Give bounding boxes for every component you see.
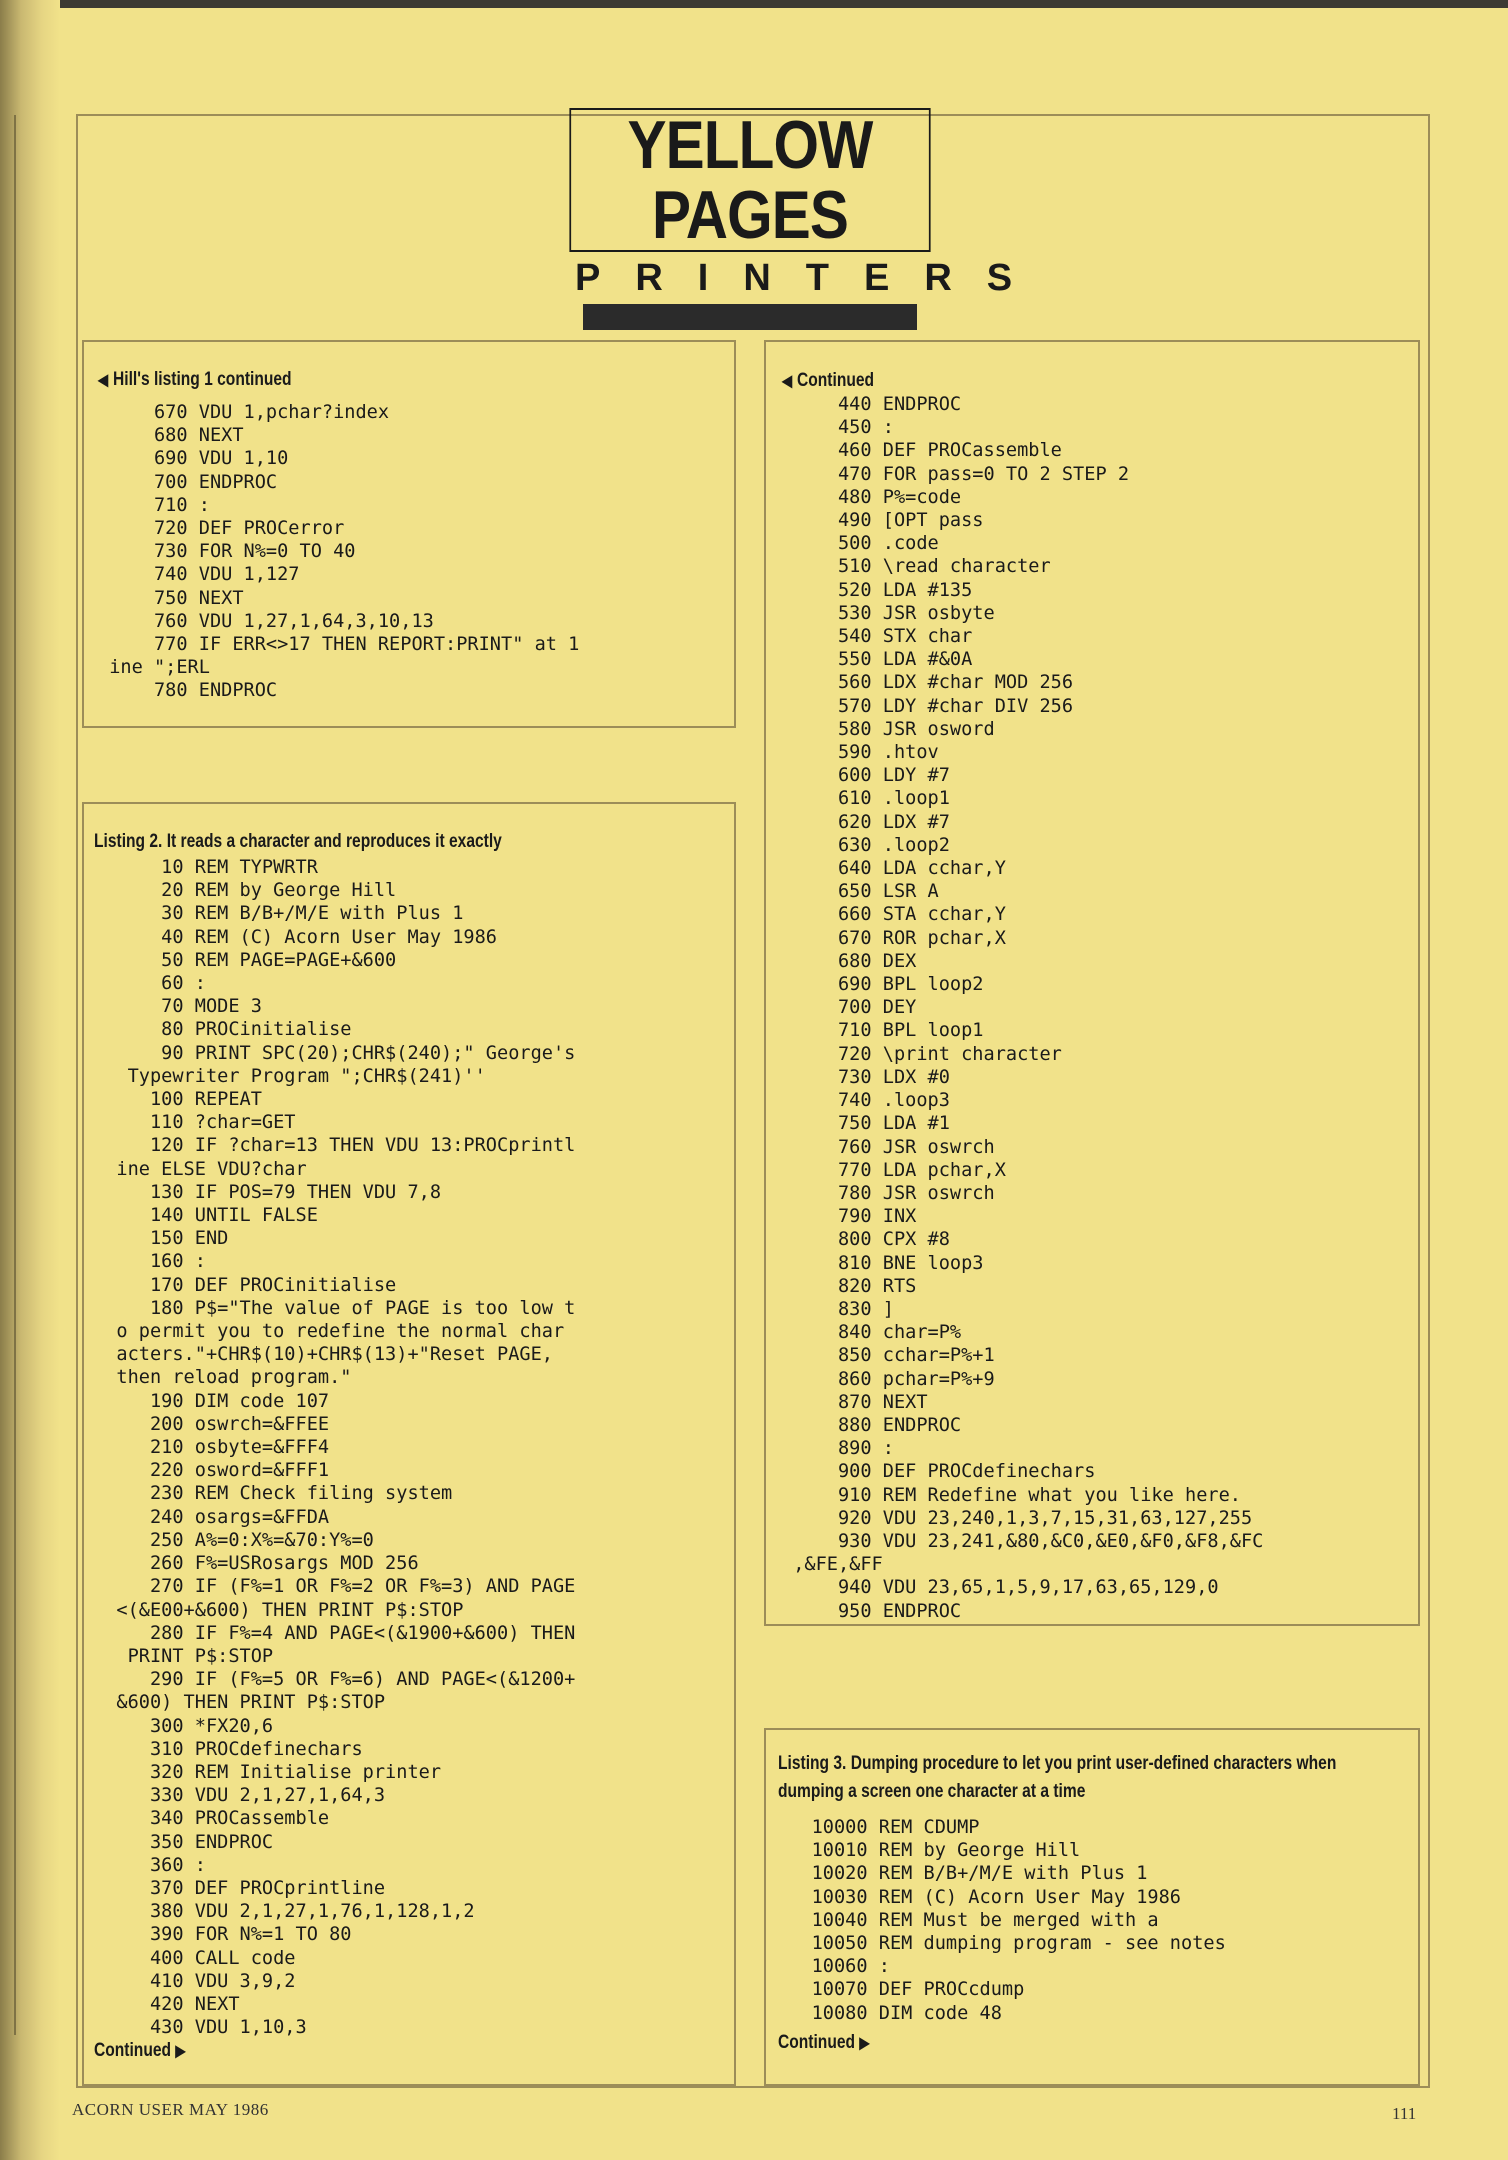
section-title: YELLOW PAGES [569, 108, 930, 252]
listing-2b-code: 440 ENDPROC 450 : 460 DEF PROCassemble 470 FOR pass=0 TO 2 STEP 2 480 P%=code 490 [OPT pass 500 .code 510 \read character 520 LDA #135 530 JSR osbyte 540 STX char 550 LDA #&0A 560 LDX #char MOD 256 570 LDY #char DIV 256 580 JSR osword 590 .htov 600 LDY #7 610 .loop1 620 LDX #7 630 .loop2 640 LDA cchar,Y 650 LSR A 660 STA cchar,Y 670 ROR pchar,X 680 DEX 690 BPL loop2 700 DEY 710 BPL loop1 720 \print character 730 LDX #0 740 .loop3 750 LDA #1 760 JSR oswrch 770 LDA pchar,X 780 JSR oswrch 790 INX 800 CPX #8 810 BNE loop3 820 RTS 830 ] 840 char=P% 850 cchar=P%+1 860 pchar=P%+9 870 NEXT 880 ENDPROC 890 : 900 DEF PROCdefinechars 910 REM Redefine what you like here. 920 VDU 23,240,1,3,7,15,31,63,127,255 930 VDU 23,241,&80,&C0,&E0,&F0,&F8,&FC ,&FE,&FF 940 VDU 23,65,1,5,9,17,63,65,129,0 950 ENDPROC [793, 394, 1264, 1622]
listing-2-continued [94, 2039, 502, 2064]
listing-3-code: 10000 REM CDUMP 10010 REM by George Hill 10020 REM B/B+/M/E with Plus 1 10030 REM (C) Acorn User May 1986 10040 REM Must be merged with a 10050 REM dumping program - see notes 10060 : 10070 DEF PROCcdump 10080 DIM code 48 [811, 1817, 1226, 2024]
binding-gutter [0, 0, 60, 2160]
listing-3-continued [778, 2031, 1336, 2056]
previous-page-edge [0, 115, 16, 2035]
footer-page-number: 111 [1392, 2104, 1417, 2123]
continued-label: Continued [94, 2040, 172, 2062]
listing-2-box [82, 802, 736, 2086]
continued-label: Continued [778, 2031, 856, 2053]
listing-1-code: 670 VDU 1,pchar?index 680 NEXT 690 VDU 1,10 700 ENDPROC 710 : 720 DEF PROCerror 730 FOR N%=0 TO 40 740 VDU 1,127 750 NEXT 760 VDU 1,27,1,64,3,10,13 770 IF ERR<>17 THEN REPORT:PRINT" at 1 ine ";ERL 780 ENDPROC [109, 402, 580, 702]
listing-2-caption: Listing 2. It reads a character and reproduces it exactly [94, 831, 502, 852]
forward-arrow-icon: ▶ [175, 2043, 186, 2061]
listing-3-caption-line2: dumping a screen one character at a time [778, 1781, 1086, 1802]
listing-2-code: 10 REM TYPWRTR 20 REM by George Hill 30 REM B/B+/M/E with Plus 1 40 REM (C) Acorn User May 1986 50 REM PAGE=PAGE+&600 60 : 70 MODE 3 80 PROCinitialise 90 PRINT SPC(20);CHR$(240);" George's Typewriter Program ";CHR$(241)'' 100 REPEAT 110 ?char=GET 120 IF ?char=13 THEN VDU 13:PROCprintl ine ELSE VDU?char 130 IF POS=79 THEN VDU 7,8 140 UNTIL FALSE 150 END 160 : 170 DEF PROCinitialise 180 P$="The value of PAGE is too low t o permit you to redefine the normal char acters."+CHR$(10)+CHR$(13)+"Reset PAGE, then reload program." 190 DIM code 107 200 oswrch=&FFEE 210 osbyte=&FFF4 220 osword=&FFF1 230 REM Check filing system 240 osargs=&FFDA 250 A%=0:X%=&70:Y%=0 260 F%=USRosargs MOD 256 270 IF (F%=1 OR F%=2 OR F%=3) AND PAGE <(&E00+&600) THEN PRINT P$:STOP 280 IF F%=4 AND PAGE<(&1900+&600) THEN PRINT P$:STOP 290 IF (F%=5 OR F%=6) AND PAGE<(&1200+ &600) THEN PRINT P$:STOP 300 *FX20,6 310 PROCdefinechars 320 REM Initialise printer 330 VDU 2,1,27,1,64,3 340 PROCassemble 350 ENDPROC 360 : 370 DEF PROCprintline 380 VDU 2,1,27,1,76,1,128,1,2 390 FOR N%=1 TO 80 400 CALL code 410 VDU 3,9,2 420 NEXT 430 VDU 1,10,3 [116, 857, 576, 2039]
listing-3-box [764, 1728, 1420, 2086]
header-bar [583, 304, 917, 330]
listing-2-continued-box [764, 340, 1420, 1626]
back-arrow-icon: ◀ [782, 373, 793, 390]
section-header [540, 107, 1048, 330]
listing-1-continued-box [82, 340, 736, 728]
listing-1-caption-text: Hill's listing 1 continued [113, 369, 292, 390]
listing-3-caption-line1: Listing 3. Dumping procedure to let you print user-defined characters when [778, 1753, 1337, 1774]
page-top-edge [0, 0, 1508, 8]
forward-arrow-icon: ▶ [859, 2034, 870, 2052]
listing-2b-caption-text: Continued [797, 370, 875, 391]
section-subtitle: PRINTERS [575, 257, 1048, 299]
listing-1-caption [98, 366, 493, 395]
footer-publication: ACORN USER MAY 1986 [72, 2100, 269, 2119]
back-arrow-icon: ◀ [98, 372, 109, 389]
listing-2b-caption [782, 370, 1177, 393]
